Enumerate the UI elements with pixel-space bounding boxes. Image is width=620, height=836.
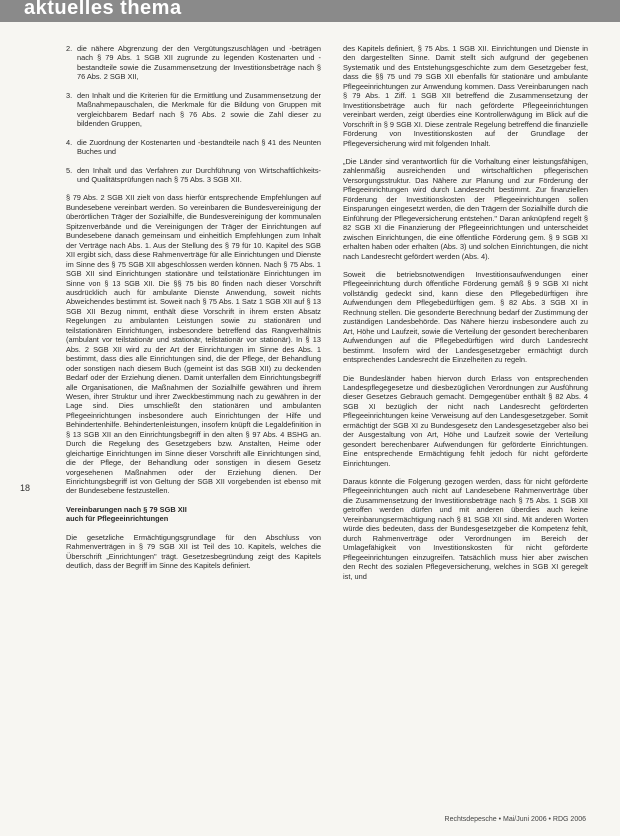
list-item — [66, 91, 321, 129]
list-item — [66, 44, 321, 82]
page-number: 18 — [20, 483, 31, 493]
list-text: den Inhalt und das Verfahren zur Durchführung von Wirtschaftlichkeits- und Qualitätsprüfungen nach § 75 Abs. 3 SGB XII. — [77, 165, 321, 184]
body-paragraph: „Die Länder sind verantwortlich für die Vorhaltung einer leistungsfähigen, zahlenmäßig ausreichenden und wirtschaftlichen pflegerischen Versorgungsstruktur. Das Nähere zur Planung und zur Förderung der Pflegeeinrichtungen wird durch Landesrecht bestimmt. Zur finanziellen Förderung der Investitionskosten der Pflegeeinrichtungen sollen Einsparungen eingesetzt werden, die den Trägern der Sozialhilfe durch die Einführung der Pflegeversicherung entstehen." Daran anknüpfend regelt § 82 SGB XI die Finanzierung der Pflegeeinrichtungen und unterscheidet zwischen Einrichtungen, die eine öffentliche Förderung gem. § 9 SGB XI erhalten haben oder erhalten (Abs. 3) und solchen Einrichtungen, die nicht nach Landesrecht gefördert werden (Abs. 4). — [343, 156, 588, 261]
right-column — [343, 44, 588, 590]
list-text: die nähere Abgrenzung der den Vergütungszuschlägen und -beträgen nach § 79 Abs. 1 SGB XII zugrunde zu legenden Kostenarten und -bestandteile sowie die Zusammensetzung der Investitionsbeträge nach § 76 Abs. 2 SGB XII, — [77, 44, 321, 82]
body-paragraph: Daraus könnte die Folgerung gezogen werden, dass für nicht geförderte Pflegeeinrichtungen auch nicht auf Landesebene Rahmenverträge über die Zusammensetzung der Investitionsbeträge nach § 75 Abs. 1 SGB XII getroffen werden dürfen und mit anderen überdies auch keine Vereinbarungsermächtigung nach § 81 SGB XII sind. Mit anderen Worten würde dies bedeuten, dass der Bundesgesetzgeber die Kompetenz fehlt, durch Rahmenverträge oder Verordnungen im Bereich der Umlagefähigkeit von Investitionskosten für nicht geförderte Pflegeeinrichtungen einzugreifen. Tatsächlich muss hier aber zwischen den Recht des sozialen Pflegeversicherung, welches in SGB XI geregelt ist, und — [343, 477, 588, 581]
list-item — [66, 166, 321, 185]
list-marker: 4. — [66, 137, 73, 147]
body-paragraph: des Kapitels definiert, § 75 Abs. 1 SGB XII. Einrichtungen und Dienste in den dargestellten Sinne. Damit stellt sich aufgrund der gegebenen Systematik und des Entstehungsgeschichte zum dem Gesetzgeber fest, dass die §§ 75 und 79 SGB XII ebenfalls für stationäre und ambulante Pflegeeinrichtungen zur Anwendung kommen. Dass Vereinbarungen nach § 79 Abs. 1 Ziff. 1 SGB XII betreffend die Zusammensetzung der Investitionsbeträge auch für nach geförderte Pflegeeinrichtungen vereinbart werden, zeigt überdies eine Kontrollerwägung im Blick auf die Vorschrift in § 9 SGB XI. Diese zentrale Regelung betreffend die finanzielle Förderung von Investitionskosten auf der Grundlage der Pflegeversicherung wird mit folgenden Inhalt. — [343, 44, 588, 148]
list-marker: 5. — [66, 165, 73, 175]
body-paragraph: Die Bundesländer haben hiervon durch Erlass von entsprechenden Landespflegegesetze und diesbezüglichen Verordnungen zur Ausführung dieser Gesetzes Gebrauch gemacht. Demgegenüber enthält § 82 Abs. 4 SGB XI bezüglich der nicht nach Landesrecht geförderten Pflegeeinrichtungen keine Verweisung auf den Landesgesetzgeber. Somit ermächtigt der SGB XI zu Bundesgesetz den Landesgesetzgeber also bei der Ausgestaltung von Art, Höhe und Laufzeit sowie der Verteilung gesondert berechenbarer Aufwendungen für geförderte Einrichtungen. Eine entsprechende Ermächtigung fehlt jedoch für nicht geförderte Einrichtungen. — [343, 373, 588, 468]
body-paragraph: § 79 Abs. 2 SGB XII zielt von dass hierfür entsprechende Empfehlungen auf Bundesebene vereinbart werden. So vereinbaren die Bundesvereinigung der überörtlichen Träger der Sozialhilfe, die Bundesvereinigung der kommunalen Spitzenverbände und die Vereinigungen der Träger der Einrichtungen auf Bundesebene danach gemeinsam und einheitlich Empfehlungen zum Inhalt der Verträge nach Abs. 1. Aus der Stellung des § 79 für 10. Kapitel des SGB XII ergibt sich, dass diese Rahmenverträge für alle Einrichtungen und Dienste im Sinne des § 75 SGB XII abgeschlossen werden können. Nach § 75 Abs. 1 SGB XII sind Einrichtungen stationäre und teilstationäre Einrichtungen im Sinne von § 13 SGB XII. Die §§ 75 bis 80 finden nach dieser Vorschrift ausdrücklich auch für ambulante Dienste Anwendung, soweit nichts Abweichendes bestimmt ist. Soweit nach § 75 Abs. 1 Satz 1 SGB XII auf § 13 SGB XII Bezug nimmt, enthält diese Vorschrift in ihrem ersten Absatz Regelungen zu ambulanten Leistungen sowie zu stationären und teilstationären Einrichtungen, insbesondere betreffend das Rangverhältnis (ambulant vor teilstationär und stationär, teilstationär vor stationär). In § 13 Abs. 2 SGB XII wird zu der Art der Einrichtungen im Sinne des Abs. 1 bestimmt, dass dies alle Einrichtungen sind, die der Pflege, der Behandlung oder sonstigen nach diesem Buch (gemeint ist das SGB XII) zu deckenden Bedarf oder der Erziehung dienen. Damit unterfallen dem Einrichtungsbegriff alle Organisationen, die Maßnahmen der Sozialhilfe gewähren und ihrem Wesen, ihrer Struktur und ihrer Zweckbestimmung nach zu gewähren in der Lage sind. Dies umschließt den stationären und ambulanten Pflegeeinrichtungen insbesondere auch Einrichtungen der Hilfe und Behindertenhilfe. Behindertenleistungen, insofern knüpft die Legaldefinition in § 13 SGB XII an den Einrichtungsbegriff in den alten § 97 Abs. 4 BSHG an. Durch die Regelung des Gesetzgebers bzw. Anstalten, Heime oder gleichartige Einrichtungen im Sinne dieser Vorschrift alle Einrichtungen sind, die der Pflege, der Behandlung oder sonstigen in diesem Gesetz vorgesehenen Maßnahmen oder der Erziehung dienen. Der Einrichtungsbegriff ist von Geltung der SGB XII vorgebenden ist ebenso mit der Bundesebene festzustellen. — [66, 193, 321, 496]
body-paragraph: Soweit die betriebsnotwendigen Investitionsaufwendungen einer Pflegeeinrichtung durch öffentliche Förderung gemäß § 9 SGB XI nicht vollständig gedeckt sind, kann diese den Pflegebedürftigen ihre Aufwendungen dem Pflegebedürftigen gem. § 82 Abs. 3 SGB XI in Rechnung stellen. Die gesonderte Berechnung bedarf der Zustimmung der zuständigen Landesbehörde. Das Nähere hierzu insbesondere auch zu Art, Höhe und Laufzeit, sowie die Verteilung der gesondert berechenbaren Aufwendungen auf die Pflegebedürftigen wird durch Landesrecht bestimmt. Insofern wird der Landesgesetzgeber ermächtigt durch entsprechendes Landesrecht die Einzelheiten zu regeln. — [343, 269, 588, 365]
list-marker: 3. — [66, 90, 73, 100]
list-item — [66, 138, 321, 157]
body-paragraph: Die gesetzliche Ermächtigungsgrundlage für den Abschluss von Rahmenverträgen in § 79 SGB XII ist Teil des 10. Kapitels, welches die Überschrift „Einrichtungen" trägt. Gesetzesbegründung zeigt des Kapitels deutlich, dass der Begriff im Sinne des Kapitels definiert. — [66, 532, 321, 571]
page-footer: Rechtsdepesche • Mai/Juni 2006 • RDG 2006 — [444, 816, 586, 823]
subheading-line-2: auch für Pflegeeinrichtungen — [66, 514, 169, 524]
left-column — [66, 44, 321, 580]
list-text: den Inhalt und die Kriterien für die Ermittlung und Zusammensetzung der Maßnahmepauschalen, die Merkmale für die Bildung von Gruppen mit vergleichbarem Bedarf nach § 76 Abs. 2 sowie die Zahl dieser zu bildenden Gruppen, — [77, 90, 321, 129]
list-text: die Zuordnung der Kostenarten und -bestandteile nach § 41 des Neunten Buches und — [77, 137, 321, 157]
section-title: aktuelles thema — [24, 0, 182, 19]
subheading-line-1: Vereinbarungen nach § 79 SGB XII — [66, 504, 187, 514]
list-marker: 2. — [66, 44, 73, 53]
section-header-bar — [0, 0, 620, 22]
